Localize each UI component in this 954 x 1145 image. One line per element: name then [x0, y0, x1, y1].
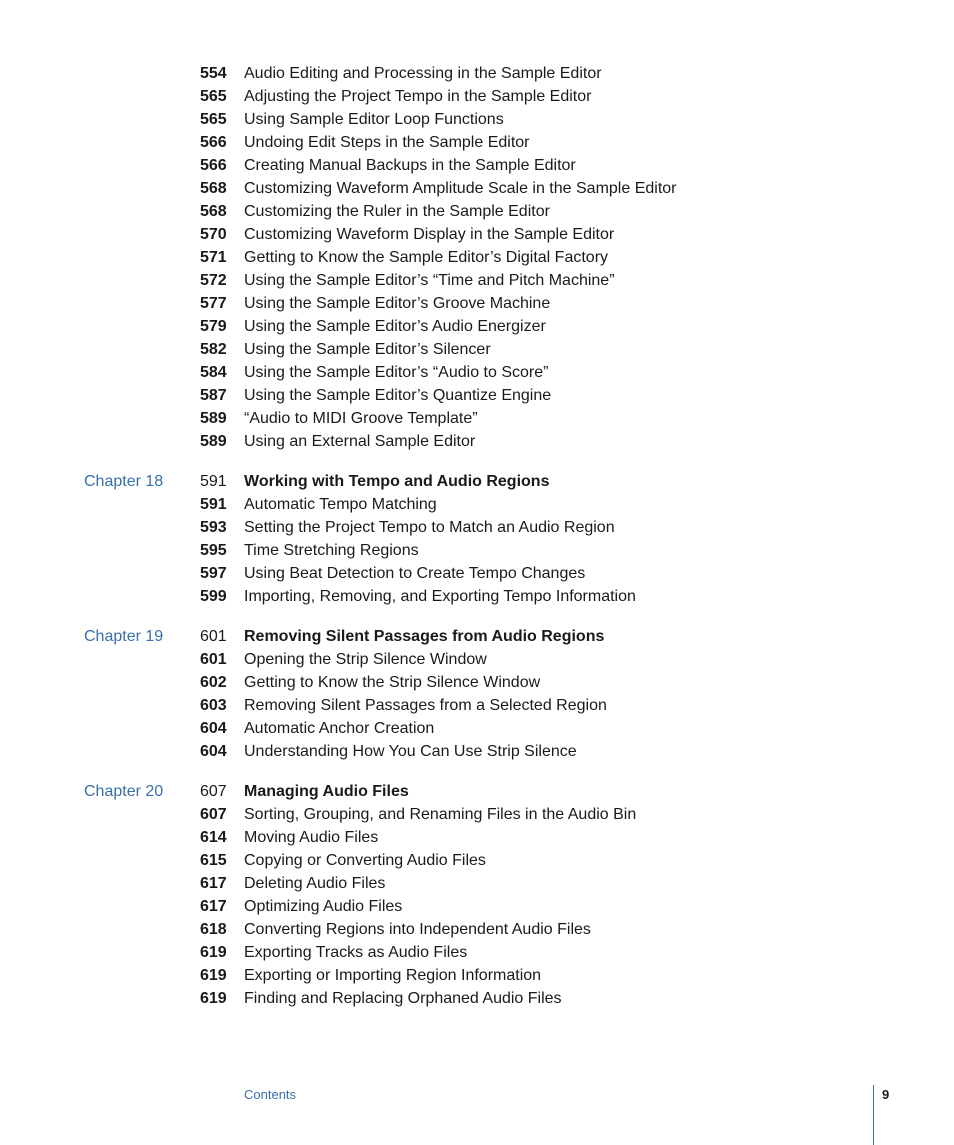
toc-entry-title: Using the Sample Editor’s “Time and Pitch Machine” — [244, 272, 615, 289]
toc-page-number: 570 — [200, 226, 227, 243]
toc-entry-title: Time Stretching Regions — [244, 542, 419, 559]
toc-entry-title: Setting the Project Tempo to Match an Audio Region — [244, 519, 615, 536]
toc-entry[interactable] — [0, 361, 954, 384]
chapter-label: Chapter 20 — [84, 783, 164, 800]
toc-entry[interactable] — [0, 694, 954, 717]
toc-entry[interactable] — [0, 987, 954, 1010]
toc-page-number: 582 — [200, 341, 227, 358]
toc-entry[interactable] — [0, 849, 954, 872]
toc-page-number: 577 — [200, 295, 227, 312]
toc-page-number: 617 — [200, 875, 227, 892]
toc-entry[interactable] — [0, 826, 954, 849]
toc-page-number: 568 — [200, 203, 227, 220]
toc-page-number: 614 — [200, 829, 227, 846]
toc-page-number: 554 — [200, 65, 227, 82]
toc-page-number: 607 — [200, 806, 227, 823]
toc-entry-title: Exporting or Importing Region Information — [244, 967, 542, 984]
toc-entry[interactable] — [0, 671, 954, 694]
toc-entry[interactable] — [0, 177, 954, 200]
toc-entry-title: Opening the Strip Silence Window — [244, 651, 487, 668]
page-number: 9 — [882, 1087, 890, 1102]
toc-entry[interactable] — [0, 154, 954, 177]
toc-page-number: 607 — [200, 783, 227, 800]
toc-entry-title: Removing Silent Passages from a Selected Region — [244, 697, 607, 714]
toc-entry[interactable] — [0, 516, 954, 539]
toc-entry-title: Using the Sample Editor’s Groove Machine — [244, 295, 551, 312]
toc-entry-title: Using an External Sample Editor — [244, 433, 476, 450]
chapter-title: Removing Silent Passages from Audio Regions — [244, 628, 605, 645]
chapter-heading-row[interactable] — [0, 780, 954, 803]
toc-page-number: 599 — [200, 588, 227, 605]
toc-entry-title: Adjusting the Project Tempo in the Sample Editor — [244, 88, 592, 105]
toc-entry-title: Customizing Waveform Display in the Sample Editor — [244, 226, 615, 243]
toc-entry-title: Audio Editing and Processing in the Sample Editor — [244, 65, 602, 82]
toc-entry[interactable] — [0, 269, 954, 292]
toc-page-number: 603 — [200, 697, 227, 714]
toc-entry-title: “Audio to MIDI Groove Template” — [244, 410, 478, 427]
toc-page-number: 617 — [200, 898, 227, 915]
toc-entry-title: Using the Sample Editor’s “Audio to Score” — [244, 364, 549, 381]
toc-entry[interactable] — [0, 315, 954, 338]
toc-entry-title: Deleting Audio Files — [244, 875, 386, 892]
chapter-label: Chapter 18 — [84, 473, 164, 490]
chapter-heading-row[interactable] — [0, 625, 954, 648]
toc-page-number: 595 — [200, 542, 227, 559]
toc-entry[interactable] — [0, 200, 954, 223]
toc-entry[interactable] — [0, 85, 954, 108]
toc-page-number: 572 — [200, 272, 227, 289]
toc-entry[interactable] — [0, 108, 954, 131]
chapter-label: Chapter 19 — [84, 628, 164, 645]
toc-entry-title: Copying or Converting Audio Files — [244, 852, 486, 869]
toc-page-number: 604 — [200, 720, 227, 737]
toc-entry-title: Finding and Replacing Orphaned Audio Files — [244, 990, 562, 1007]
chapter-title: Working with Tempo and Audio Regions — [244, 473, 550, 490]
toc-entry[interactable] — [0, 648, 954, 671]
toc-page-number: 602 — [200, 674, 227, 691]
toc-entry[interactable] — [0, 585, 954, 608]
toc-page-number: 619 — [200, 967, 227, 984]
toc-entry-title: Using the Sample Editor’s Quantize Engine — [244, 387, 552, 404]
toc-entry[interactable] — [0, 131, 954, 154]
toc-entry[interactable] — [0, 246, 954, 269]
chapter-heading-row[interactable] — [0, 470, 954, 493]
toc-entry-title: Sorting, Grouping, and Renaming Files in the Audio Bin — [244, 806, 637, 823]
toc-entry-title: Undoing Edit Steps in the Sample Editor — [244, 134, 530, 151]
toc-entry-title: Importing, Removing, and Exporting Tempo Information — [244, 588, 636, 605]
toc-entry[interactable] — [0, 338, 954, 361]
toc-entry[interactable] — [0, 803, 954, 826]
toc-entry[interactable] — [0, 62, 954, 85]
toc-entry-title: Using Beat Detection to Create Tempo Changes — [244, 565, 586, 582]
toc-page-number: 566 — [200, 134, 227, 151]
toc-entry-title: Optimizing Audio Files — [244, 898, 403, 915]
toc-entry-title: Getting to Know the Sample Editor’s Digital Factory — [244, 249, 609, 266]
chapter-title: Managing Audio Files — [244, 783, 409, 800]
toc-entry-title: Converting Regions into Independent Audio Files — [244, 921, 591, 938]
toc-entry-title: Using Sample Editor Loop Functions — [244, 111, 504, 128]
toc-entry-title: Customizing the Ruler in the Sample Editor — [244, 203, 550, 220]
toc-page-number: 619 — [200, 944, 227, 961]
toc-page-number: 566 — [200, 157, 227, 174]
toc-entry[interactable] — [0, 941, 954, 964]
toc-entry[interactable] — [0, 964, 954, 987]
toc-page-number: 589 — [200, 433, 227, 450]
toc-page-number: 604 — [200, 743, 227, 760]
toc-page-number: 593 — [200, 519, 227, 536]
toc-entry[interactable] — [0, 740, 954, 763]
toc-entry[interactable] — [0, 717, 954, 740]
toc-page-number: 615 — [200, 852, 227, 869]
toc-page-number: 589 — [200, 410, 227, 427]
toc-entry[interactable] — [0, 493, 954, 516]
toc-page-number: 565 — [200, 111, 227, 128]
toc-entry[interactable] — [0, 384, 954, 407]
toc-page-number: 587 — [200, 387, 227, 404]
toc-page-number: 565 — [200, 88, 227, 105]
toc-entry[interactable] — [0, 223, 954, 246]
toc-page-number: 568 — [200, 180, 227, 197]
toc-entry-title: Understanding How You Can Use Strip Silence — [244, 743, 577, 760]
toc-entry-title: Moving Audio Files — [244, 829, 379, 846]
toc-page-number: 618 — [200, 921, 227, 938]
toc-entry-title: Automatic Anchor Creation — [244, 720, 435, 737]
toc-page-number: 571 — [200, 249, 227, 266]
toc-entry[interactable] — [0, 895, 954, 918]
table-of-contents — [0, 62, 954, 1010]
toc-page-number: 601 — [200, 651, 227, 668]
toc-entry[interactable] — [0, 292, 954, 315]
toc-entry-title: Automatic Tempo Matching — [244, 496, 437, 513]
toc-page-number: 591 — [200, 496, 227, 513]
footer-divider — [873, 1085, 874, 1145]
toc-entry[interactable] — [0, 562, 954, 585]
toc-entry-title: Creating Manual Backups in the Sample Editor — [244, 157, 576, 174]
toc-entry[interactable] — [0, 430, 954, 453]
toc-entry-title: Exporting Tracks as Audio Files — [244, 944, 468, 961]
toc-entry[interactable] — [0, 918, 954, 941]
toc-entry-title: Using the Sample Editor’s Silencer — [244, 341, 491, 358]
toc-entry[interactable] — [0, 872, 954, 895]
toc-entry-title: Using the Sample Editor’s Audio Energizer — [244, 318, 546, 335]
toc-page-number: 584 — [200, 364, 227, 381]
footer-section-label: Contents — [244, 1087, 297, 1102]
toc-page-number: 619 — [200, 990, 227, 1007]
toc-page-number: 597 — [200, 565, 227, 582]
toc-entry[interactable] — [0, 539, 954, 562]
toc-entry-title: Getting to Know the Strip Silence Window — [244, 674, 541, 691]
toc-entry[interactable] — [0, 407, 954, 430]
toc-page-number: 579 — [200, 318, 227, 335]
toc-entry-title: Customizing Waveform Amplitude Scale in the Sample Editor — [244, 180, 677, 197]
toc-page-number: 591 — [200, 473, 227, 490]
toc-page-number: 601 — [200, 628, 227, 645]
